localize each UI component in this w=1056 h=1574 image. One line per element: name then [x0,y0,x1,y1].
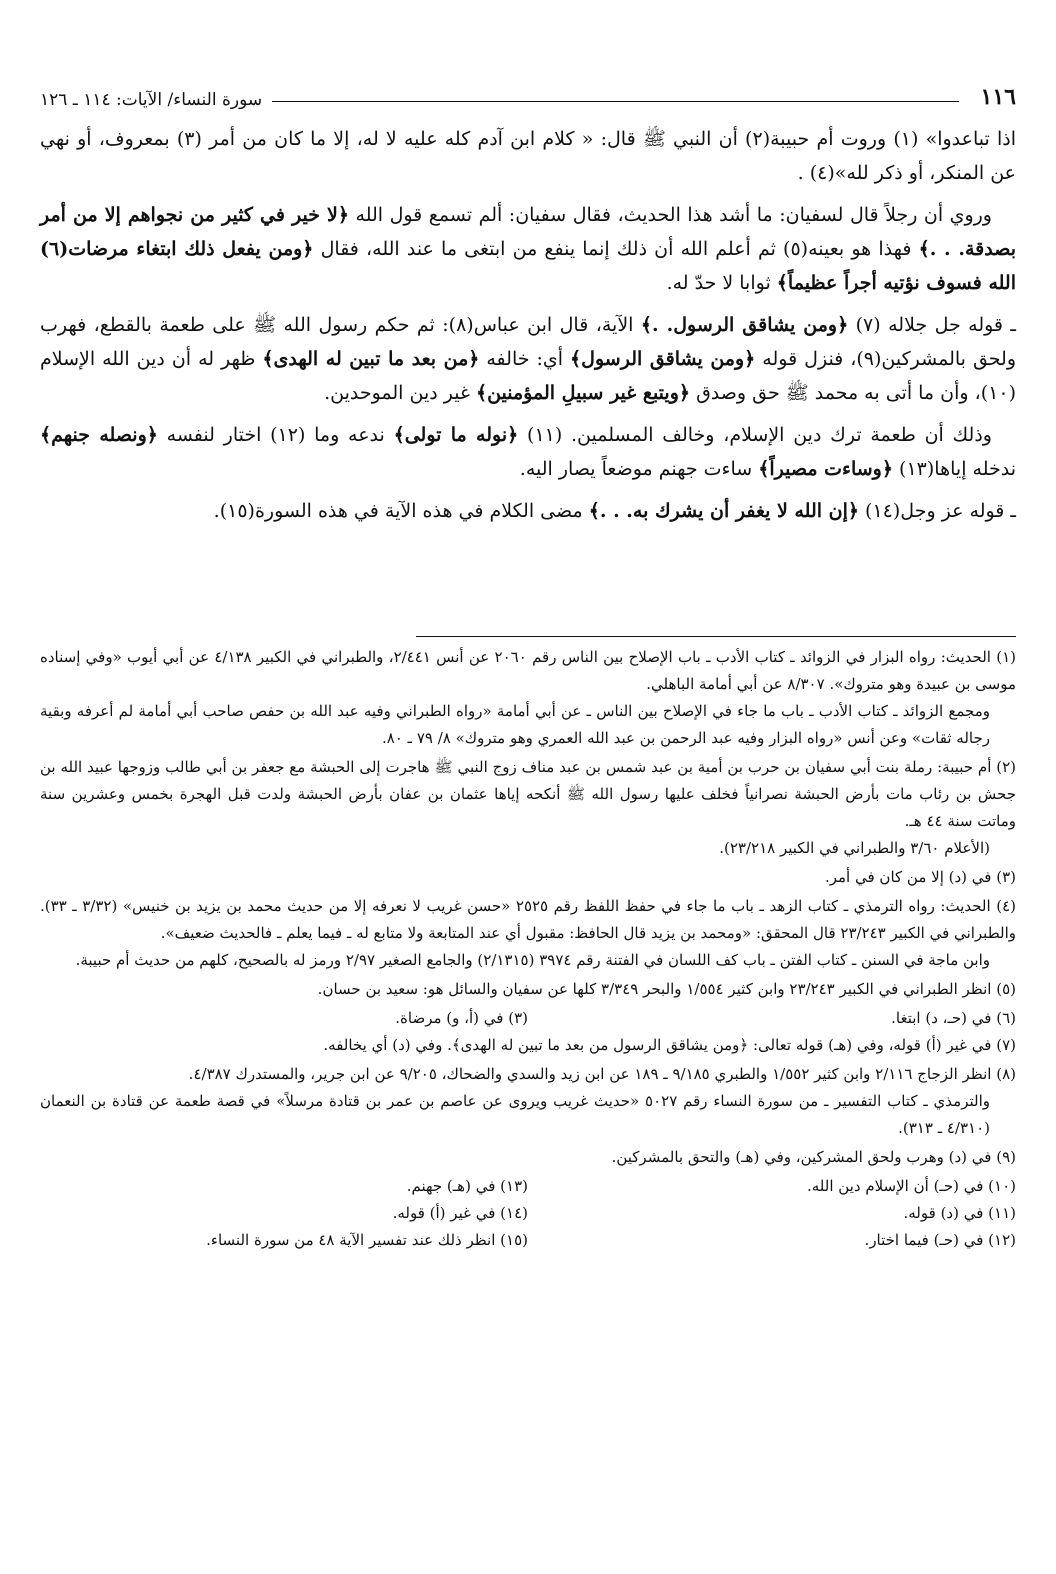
running-header [40,80,1016,110]
quran-verse: ﴿من بعد ما تبين له الهدى﴾ [262,348,480,370]
footnote: (٨) انظر الزجاج ٢/١١٦ وابن كثير ١/٥٥٢ والطبري ٩/١٨٥ ـ ١٨٩ عن ابن زيد والسدي والضحاك، ٩/٢٠٥ عن ابن جرير، والمستدرك ٤/٣٨٧. والترمذي ـ كتاب التفسير ـ من سورة النساء رقم ٥٠٢٧ «حديث غريب ويروى عن عاصم بن عمر بن قتادة مرسلاً» في قصة طعمة عن قتادة بن النعمان (٤/٣١٠ ـ ٣١٣). [40,1065,1016,1137]
quran-verse: ﴿ومن يشاقق الرسول﴾ [570,348,756,370]
quran-verse: ﴿نوله ما تولى﴾ [393,424,519,446]
footnote: (١٣) في (هـ) جهنم. [406,1177,528,1195]
footnote: (٣) في (أ، و) مرضاة. [395,1009,528,1027]
footnote: (١٠) في (حـ) أن الإسلام دين الله. [807,1177,1016,1195]
footnote: (٢) أم حبيبة: رملة بنت أبي سفيان بن حرب بن أمية بن عبد شمس بن عبد مناف زوج النبي ﷺ هاجرت إلى الحبشة مع جعفر بن أبي طالب وزوجها عبيد الله بن جحش بن رئاب مات بأرض الحبشة نصرانياً فخلف عليها رسول الله ﷺ أنكحه إياها عثمان بن عفان بأرض الحبشة ولدت قبل الهجرة بخمس وعشرين سنة وماتت سنة ٤٤ هـ. (الأعلام ٣/٦٠ والطبراني في الكبير ٢٣/٢١٨). [40,758,1016,857]
footnote: (٦) في (حـ، د) ابتغا. [891,1009,1016,1027]
quran-verse: ﴿وساءت مصيراً﴾ [758,458,893,480]
footnote-separator [416,636,1016,637]
footnote: (١٢) في (حـ) فيما اختار. [864,1231,1016,1249]
footnote: (١) الحديث: رواه البزار في الزوائد ـ كتاب الأدب ـ باب الإصلاح بين الناس رقم ٢٠٦٠ عن أنس ٢/٤٤١، والطبراني في الكبير ٤/١٣٨ عن أبي أيوب «وفي إسناده موسى بن عبيدة وهو متروك». ٨/٣٠٧ عن أبي أمامة الباهلي. ومجمع الزوائد ـ كتاب الأدب ـ باب ما جاء في الإصلاح بين الناس ـ عن أبي أمامة «رواه الطبراني وفيه عبد الله بن حفص صاحب أبي أمامة لم أعرفه وبقية رجاله ثقات» وعن أنس «رواه البزار وفيه عبد الرحمن بن عبد الله العمري وهو متروك» ٨/ ٧٩ ـ ٨٠. [40,648,1017,747]
quran-verse: ﴿ويتبع غير سبيلِ المؤمنين﴾ [475,382,691,404]
footnote: (٩) في (د) وهرب ولحق المشركين، وفي (هـ) والتحق بالمشركين. [611,1148,1016,1166]
header-title: سورة النساء/ الآيات: ١١٤ ـ ١٢٦ [40,90,263,110]
quran-verse: ﴿ونصله جنهم﴾ [40,424,158,446]
paragraph: ـ قوله جل جلاله (٧) ﴿ومن يشاقق الرسول. .﴾ الآية، قال ابن عباس(٨): ثم حكم رسول الله ﷺ على طعمة بالقطع، فهرب ولحق بالمشركين(٩)، فنزل قوله ﴿ومن يشاقق الرسول﴾ أي: خالفه ﴿من بعد ما تبين له الهدى﴾ ظهر له أن دين الله الإسلام (١٠)، وأن ما أتى به محمد ﷺ حق وصدق ﴿ويتبع غير سبيلِ المؤمنين﴾ غير دين الموحدين. [40,314,1017,404]
footnote-columns [40,1173,1016,1254]
footnote: (٣) في (د) إلا من كان في أمر. [824,868,1016,886]
quran-verse: ﴿ومن يشاقق الرسول. .﴾ [640,314,849,336]
footnote: (١٤) في غير (أ) قوله. [392,1204,528,1222]
page-number: ١١٦ [980,84,1016,110]
footnote: (٧) في غير (أ) قوله، وفي (هـ) قوله تعالى: ﴿ومن يشاقق الرسول من بعد ما تبين له الهدى﴾. وفي (د) أي يخالفه. [323,1036,1016,1054]
footnote: (١١) في (د) قوله. [903,1204,1016,1222]
main-text [40,122,1016,536]
quran-verse: ﴿إن الله لا يغفر أن يشرك به. . .﴾ [588,500,859,522]
footnotes [40,644,1016,1254]
paragraph: اذا تباعدوا» (١) وروت أم حبيبة(٢) أن النبي ﷺ قال: « كلام ابن آدم كله عليه لا له، إلا ما كان من أمر (٣) بمعروف، أو نهي عن المنكر، أو ذكر لله»(٤) . [40,128,1017,184]
footnote: (٤) الحديث: رواه الترمذي ـ كتاب الزهد ـ باب ما جاء في حفظ اللفظ رقم ٢٥٢٥ «حسن غريب لا نعرفه إلا من حديث محمد بن يزيد بن خنيس» (٣/٣٢ ـ ٣٣). والطبراني في الكبير ٢٣/٢٤٣ قال المحقق: «ومحمد بن يزيد قال الحافظ: مقبول أي عند المتابعة ولا متابع له ـ فيما يعلم ـ فالحديث ضعيف». وابن ماجة في السنن ـ كتاب الفتن ـ باب كف اللسان في الفتنة رقم ٣٩٧٤ (٢/١٣١٥) والجامع الصغير ٢/٩٧ ورمز له بالصحيح، كلهم من حديث أم حبيبة. [40,897,1016,969]
footnote: (١٥) انظر ذلك عند تفسير الآية ٤٨ من سورة النساء. [206,1231,528,1249]
footnote: (٥) انظر الطبراني في الكبير ٢٣/٢٤٣ وابن كثير ١/٥٥٤ والبحر ٣/٣٤٩ كلها عن سفيان والسائل هو: سعيد بن حسان. [317,980,1016,998]
footnote-row [40,1005,1016,1032]
paragraph: ـ قوله عز وجل(١٤) ﴿إن الله لا يغفر أن يشرك به. . .﴾ مضى الكلام في هذه الآية في هذه السورة(١٥). [213,500,1016,522]
header-rule [272,101,958,102]
quran-verse: ﴿لا خير في كثير من نجواهم إلا من أمر بصدقة. . .﴾ [40,204,1017,260]
paragraph: وروي أن رجلاً قال لسفيان: ما أشد هذا الحديث، فقال سفيان: ألم تسمع قول الله ﴿لا خير في كثير من نجواهم إلا من أمر بصدقة. . .﴾ فهذا هو بعينه(٥) ثم أعلم الله أن ذلك إنما ينفع من ابتغى ما عند الله، فقال ﴿ومن يفعل ذلك ابتغاء مرضات(٦) الله فسوف نؤتيه أجراً عظيماً﴾ ثوابا لا حدّ له. [40,204,1017,294]
paragraph: وذلك أن طعمة ترك دين الإسلام، وخالف المسلمين. (١١) ﴿نوله ما تولى﴾ ندعه وما (١٢) اختار لنفسه ﴿ونصله جنهم﴾ ندخله إياها(١٣) ﴿وساءت مصيراً﴾ ساءت جهنم موضعاً يصار اليه. [40,424,1016,480]
quran-verse: ﴿ومن يفعل ذلك ابتغاء مرضات(٦) الله فسوف نؤتيه أجراً عظيماً﴾ [40,238,1016,294]
